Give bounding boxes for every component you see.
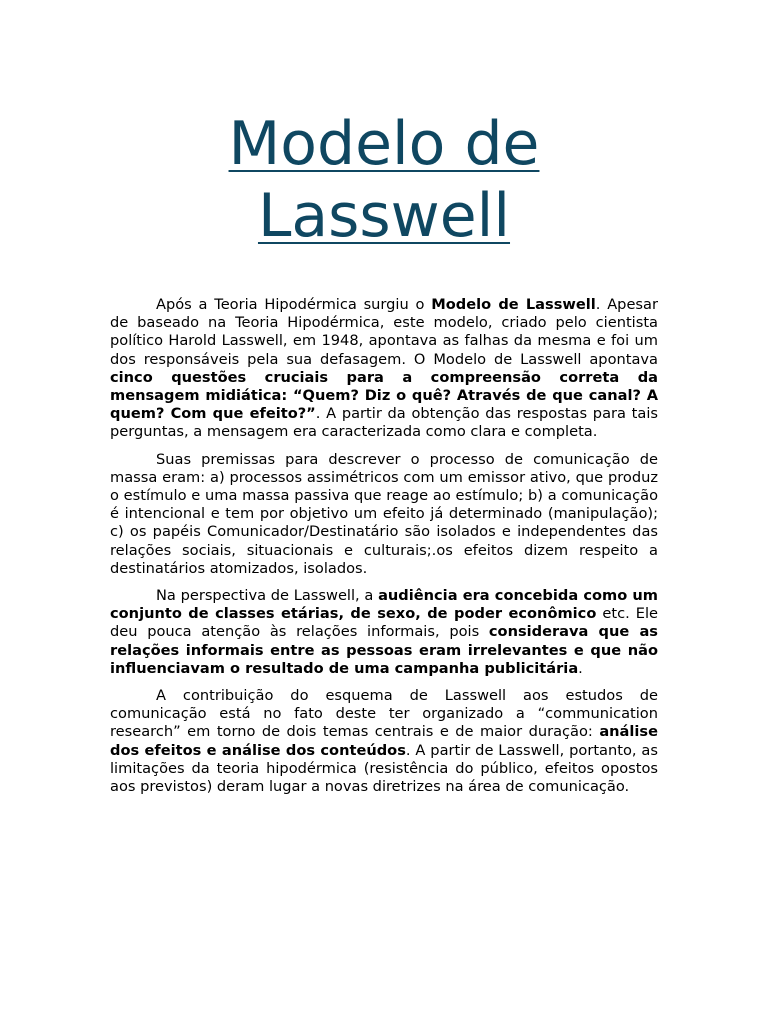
paragraph-1 xyxy=(110,296,658,442)
paragraph-2 xyxy=(110,451,658,578)
text-run: Na perspectiva de Lasswell, a xyxy=(156,587,379,605)
bold-text: considerava que as relações informais entre as pessoas eram irrelevantes e que não influenciavam o resultado de uma campanha publicitária xyxy=(110,623,658,677)
document-title xyxy=(110,0,658,252)
text-run: . Apesar de baseado na Teoria Hipodérmica, este modelo, criado pelo cientista político Harold Lasswell, em 1948, apontava as falhas da mesma e foi um dos responsáveis pela sua defasagem. O Modelo de Lasswell apontava xyxy=(110,296,658,368)
bold-text: análise dos efeitos e análise dos conteúdos xyxy=(110,723,658,759)
paragraph-3 xyxy=(110,587,658,678)
document-body xyxy=(110,296,658,796)
text-run: Após a Teoria Hipodérmica surgiu o xyxy=(156,296,432,313)
bold-text: audiência era concebida como um conjunto de classes etárias, de sexo, de poder econômico xyxy=(110,587,658,623)
document-title-text: Modelo de Lasswell xyxy=(228,109,540,251)
text-run: etc. Ele deu pouca atenção às relações informais, pois xyxy=(110,605,658,641)
text-run: . A partir de Lasswell, portanto, as limitações da teoria hipodérmica (resistência do público, efeitos opostos aos previstos) deram lugar a novas diretrizes na área de comunicação. xyxy=(110,741,658,796)
text-run: . A partir da obtenção das respostas para tais perguntas, a mensagem era caracterizada como clara e completa. xyxy=(110,405,658,441)
bold-text: Modelo de Lasswell xyxy=(431,296,596,313)
text-run: . xyxy=(578,659,583,677)
paragraph-4 xyxy=(110,687,658,796)
text-run: A contribuição do esquema de Lasswell aos estudos de comunicação está no fato deste ter organizado a “communication research” em torno de dois temas centrais e de maior duração: xyxy=(110,687,658,741)
bold-text: cinco questões cruciais para a compreensão correta da mensagem midiática: “Quem? Diz o quê? Através de que canal? A quem? Com que efeito?” xyxy=(110,368,658,423)
text-run: Suas premissas para descrever o processo de comunicação de massa eram: a) processos assimétricos com um emissor ativo, que produz o estímulo e uma massa passiva que reage ao estímulo; b) a comunicação é intencional e tem por objetivo um efeito já determinado (manipulação); c) os papéis Comunicador/Destinatário são isolados e independentes das relações sociais, situacionais e culturais;.os efeitos dizem respeito a destinatários atomizados, isolados. xyxy=(110,450,658,577)
